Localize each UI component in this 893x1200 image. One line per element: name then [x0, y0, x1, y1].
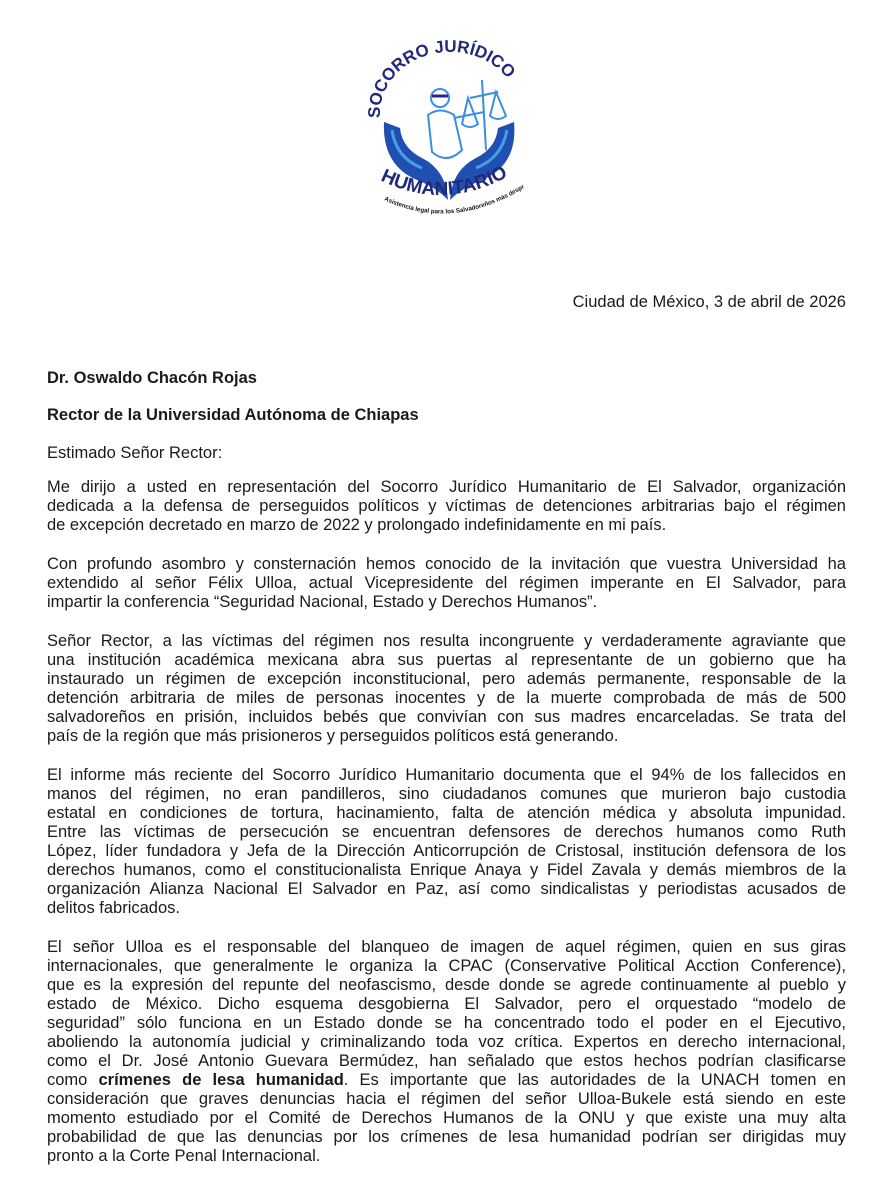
paragraph-line: El señor Ulloa es el responsable del blanqueo de imagen de aquel régimen, quien en sus giras	[47, 938, 846, 956]
paragraph-line: momento estudiado por el Comité de Derechos Humanos de la ONU y que existe una muy alta	[47, 1109, 846, 1127]
paragraph-line: instaurado un régimen de excepción inconstitucional, pero además permanente, responsable de la	[47, 670, 846, 688]
paragraph-line: salvadoreños en prisión, incluidos bebés que convivían con sus madres encarceladas. Se trata del	[47, 708, 846, 726]
body-paragraph	[47, 555, 846, 612]
paragraph-line: El informe más reciente del Socorro Jurídico Humanitario documenta que el 94% de los fallecidos en	[47, 766, 846, 784]
paragraph-line: detención arbitraria de miles de personas inocentes y de la muerte comprobada de más de 500	[47, 689, 846, 707]
body-paragraph	[47, 478, 846, 535]
salutation: Estimado Señor Rector:	[47, 444, 223, 462]
body-paragraph	[47, 938, 846, 1166]
paragraph-line: López, líder fundadora y Jefa de la Dirección Anticorrupción de Cristosal, institución defensora de los	[47, 842, 846, 860]
emphasis-text: crímenes de lesa humanidad	[98, 1071, 344, 1089]
recipient-name: Dr. Oswaldo Chacón Rojas	[47, 369, 257, 387]
paragraph-line: dedicada a la defensa de perseguidos políticos y víctimas de detenciones arbitrarias bajo el régimen	[47, 497, 846, 515]
paragraph-line: extendido al señor Félix Ulloa, actual Vicepresidente del régimen imperante en El Salvador, para	[47, 574, 846, 592]
paragraph-line: Con profundo asombro y consternación hemos conocido de la invitación que vuestra Universidad ha	[47, 555, 846, 573]
paragraph-line: manos del régimen, no eran pandilleros, sino ciudadanos comunes que murieron bajo custodia	[47, 785, 846, 803]
paragraph-line: organización Alianza Nacional El Salvador en Paz, así como sindicalistas y periodistas acusados de	[47, 880, 846, 898]
letter-date: Ciudad de México, 3 de abril de 2026	[572, 293, 846, 311]
paragraph-line: derechos humanos, como el constitucionalista Enrique Anaya y Fidel Zavala y demás miembros de la	[47, 861, 846, 879]
paragraph-line: de excepción decretado en marzo de 2022 y prolongado indefinidamente en mi país.	[47, 516, 667, 534]
body-paragraph	[47, 632, 846, 746]
recipient-title: Rector de la Universidad Autónoma de Chiapas	[47, 406, 419, 424]
logo-graphic	[362, 40, 537, 230]
paragraph-line: consideración que graves denuncias hacia el régimen del señor Ulloa-Bukele está siendo en este	[47, 1090, 846, 1108]
paragraph-line: pronto a la Corte Penal Internacional.	[47, 1147, 321, 1165]
paragraph-line: país de la región que más prisioneros y perseguidos políticos está generando.	[47, 727, 619, 745]
logo-tagline: Asistencia legal para los Salvadoreños más despr	[383, 183, 526, 216]
body-paragraph	[47, 766, 846, 918]
paragraph-line: probabilidad de que las denuncias por los crímenes de lesa humanidad podrían ser dirigidas muy	[47, 1128, 846, 1146]
organization-logo	[362, 40, 537, 230]
paragraph-line: internacionales, que generalmente le organiza la CPAC (Conservative Political Acction Conference),	[47, 957, 846, 975]
logo-bottom-text: HUMANITARIO	[378, 162, 511, 201]
paragraph-line: seguridad” sólo funciona en un Estado donde se ha concentrado todo el poder en el Ejecutivo,	[47, 1014, 846, 1032]
logo-top-text: SOCORRO JURÍDICO	[364, 40, 520, 119]
paragraph-line: como crímenes de lesa humanidad. Es importante que las autoridades de la UNACH tomen en	[47, 1071, 846, 1089]
paragraph-line: una institución académica mexicana abra sus puertas al representante de un gobierno que ha	[47, 651, 846, 669]
paragraph-line: Señor Rector, a las víctimas del régimen nos resulta incongruente y verdaderamente agraviante que	[47, 632, 846, 650]
paragraph-line: como el Dr. José Antonio Guevara Bermúdez, han señalado que estos hechos podrían clasificarse	[47, 1052, 846, 1070]
paragraph-line: estado de México. Dicho esquema desgobierna El Salvador, pero el orquestado “modelo de	[47, 995, 846, 1013]
paragraph-line: aboliendo la autonomía judicial y criminalizando toda voz crítica. Expertos en derecho internacional,	[47, 1033, 846, 1051]
paragraph-line: impartir la conferencia “Seguridad Nacional, Estado y Derechos Humanos”.	[47, 593, 598, 611]
letter-body	[47, 478, 846, 1186]
paragraph-line: que es la expresión del repunte del neofascismo, desde donde se agrede continuamente al pueblo y	[47, 976, 846, 994]
paragraph-line: Entre las víctimas de persecución se encuentran defensores de derechos humanos como Ruth	[47, 823, 846, 841]
paragraph-line: estatal en condiciones de tortura, hacinamiento, falta de atención médica y absoluta impunidad.	[47, 804, 846, 822]
paragraph-line: Me dirijo a usted en representación del Socorro Jurídico Humanitario de El Salvador, organización	[47, 478, 846, 496]
paragraph-line: delitos fabricados.	[47, 899, 180, 917]
